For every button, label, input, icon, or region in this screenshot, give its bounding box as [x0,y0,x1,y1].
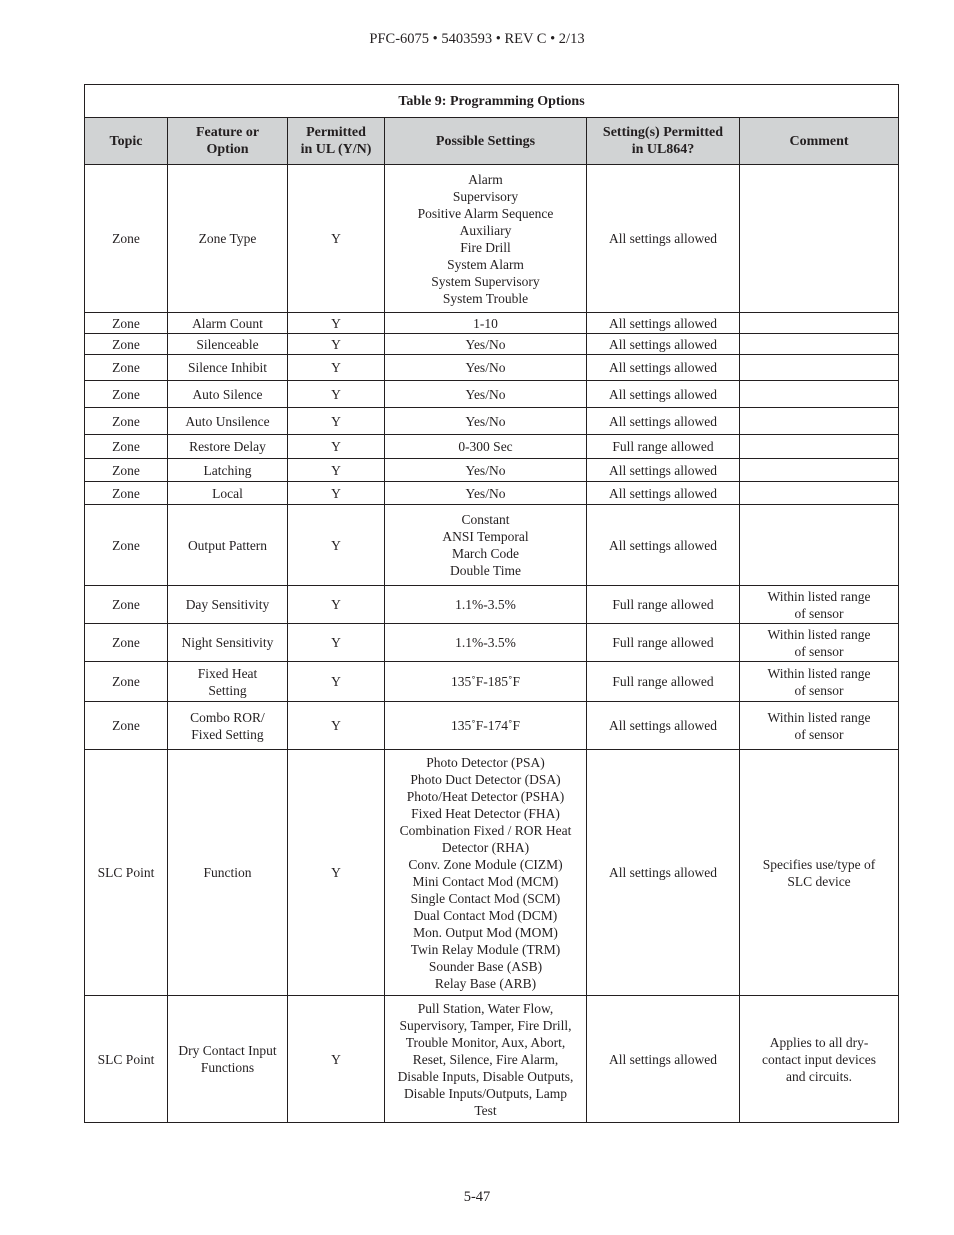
ul864-cell: All settings allowed [587,996,740,1123]
ul864-cell: All settings allowed [587,702,740,750]
settings-cell-line: Supervisory, Tamper, Fire Drill, [399,1017,572,1033]
settings-cell [385,334,587,355]
column-header-line: Possible Settings [435,133,536,149]
comment-cell [740,408,899,435]
page-number: 5-47 [463,1189,491,1205]
topic-cell: Zone [85,435,168,459]
topic-cell: Zone [85,165,168,313]
column-header-line: Option [206,142,249,157]
feature-cell-line: Combo ROR/ [190,709,265,725]
comment-cell-line: SLC device [787,873,851,889]
settings-cell-line: Photo Detector (PSA) [426,754,545,770]
comment-cell-line: Within listed range [767,626,871,642]
settings-cell-line: ANSI Temporal [442,529,529,544]
settings-cell-line: 1.1%-3.5% [455,635,516,650]
topic-cell: Zone [85,313,168,334]
settings-cell-line: Yes/No [465,462,506,478]
column-header-line: Topic [109,133,143,149]
feature-cell-line: Setting [208,682,247,698]
settings-cell-line: Mini Contact Mod (MCM) [412,873,559,889]
column-header-comment [740,118,899,165]
comment-cell [740,702,899,750]
ul864-cell: All settings allowed [587,165,740,313]
settings-cell-line: 135˚F-174˚F [450,718,520,733]
comment-cell-line: Within listed range [767,709,871,725]
settings-cell [385,381,587,408]
feature-cell [168,334,288,355]
feature-cell [168,505,288,586]
settings-cell-line: Yes/No [465,386,506,402]
feature-cell [168,381,288,408]
permitted-cell: Y [288,459,385,482]
ul864-cell: All settings allowed [587,482,740,505]
table-row [85,750,899,996]
topic-cell: SLC Point [85,750,168,996]
comment-cell [740,381,899,408]
table-row [85,408,899,435]
settings-cell-line: 1-10 [473,315,498,331]
settings-cell-line: 0-300 Sec [458,439,513,454]
settings-cell [385,505,587,586]
topic-cell: Zone [85,662,168,702]
table-row [85,165,899,313]
comment-cell [740,996,899,1123]
feature-cell-line: Auto Silence [192,386,263,402]
feature-cell-line: Local [212,485,243,501]
settings-cell-line: Photo/Heat Detector (PSHA) [406,788,565,804]
column-header-line: Setting(s) Permitted [602,125,724,140]
feature-cell [168,750,288,996]
permitted-cell: Y [288,482,385,505]
topic-cell: Zone [85,505,168,586]
settings-cell-line: Yes/No [465,413,506,429]
column-header-line: in UL (Y/N) [300,142,372,157]
topic-cell: Zone [85,459,168,482]
ul864-cell: All settings allowed [587,408,740,435]
comment-cell-line: of sensor [794,682,844,698]
comment-cell-line: of sensor [794,643,844,659]
feature-cell-line: Silence Inhibit [187,360,268,375]
comment-cell [740,624,899,662]
feature-cell-line: Fixed Setting [191,726,264,742]
settings-cell-line: Conv. Zone Module (CIZM) [408,856,563,872]
ul864-cell: Full range allowed [587,624,740,662]
feature-cell-line: Night Sensitivity [181,635,274,650]
ul864-cell: Full range allowed [587,435,740,459]
feature-cell-line: Day Sensitivity [185,597,270,612]
topic-cell: SLC Point [85,996,168,1123]
settings-cell-line: Photo Duct Detector (DSA) [410,771,561,787]
settings-cell-line: Supervisory [452,188,519,204]
feature-cell-line: Latching [203,462,252,478]
comment-cell [740,334,899,355]
comment-cell-line: contact input devices [762,1051,876,1067]
table-row [85,702,899,750]
comment-cell-line: Specifies use/type of [762,856,876,872]
settings-cell-line: Fire Drill [460,239,511,255]
feature-cell-line: Alarm Count [192,315,263,331]
permitted-cell: Y [288,750,385,996]
page-header: PFC-6075 • 5403593 • REV C • 2/13 [369,31,585,47]
column-header-line: Comment [789,133,849,149]
settings-cell-line: Yes/No [465,485,506,501]
feature-cell-line: Fixed Heat [197,665,258,681]
comment-cell-line: Applies to all dry- [769,1034,869,1050]
comment-cell-line: of sensor [794,605,844,621]
settings-cell-line: Relay Base (ARB) [434,975,537,991]
comment-cell-line: Within listed range [767,588,871,604]
table-header-row [85,118,899,165]
comment-cell [740,505,899,586]
permitted-cell: Y [288,702,385,750]
settings-cell-line: Disable Inputs/Outputs, Lamp [403,1085,568,1101]
ul864-cell: All settings allowed [587,750,740,996]
feature-cell [168,662,288,702]
column-header-ul864 [587,118,740,165]
comment-cell [740,313,899,334]
feature-cell [168,165,288,313]
settings-cell-line: Single Contact Mod (SCM) [410,890,561,906]
column-header-feature [168,118,288,165]
permitted-cell: Y [288,165,385,313]
settings-cell [385,662,587,702]
programming-options-table [84,84,899,1123]
settings-cell [385,408,587,435]
feature-cell [168,586,288,624]
settings-cell [385,165,587,313]
settings-cell-line: Twin Relay Module (TRM) [410,941,561,957]
comment-cell [740,165,899,313]
permitted-cell: Y [288,662,385,702]
settings-cell-line: Yes/No [465,336,506,352]
feature-cell-line: Dry Contact Input [178,1043,277,1058]
table-row [85,334,899,355]
settings-cell-line: Yes/No [465,360,506,375]
column-header-permitted [288,118,385,165]
table-row [85,459,899,482]
settings-cell-line: System Trouble [442,290,529,306]
comment-cell [740,459,899,482]
column-header-line: in UL864? [631,142,695,157]
column-header-line: Feature or [195,125,260,140]
permitted-cell: Y [288,435,385,459]
ul864-cell: All settings allowed [587,459,740,482]
table-row [85,662,899,702]
table-row [85,482,899,505]
permitted-cell: Y [288,586,385,624]
settings-cell-line: 135˚F-185˚F [450,674,520,689]
feature-cell [168,996,288,1123]
ul864-cell: All settings allowed [587,334,740,355]
feature-cell-line: Restore Delay [189,439,266,454]
table-row [85,586,899,624]
permitted-cell: Y [288,313,385,334]
feature-cell [168,355,288,381]
comment-cell-line: of sensor [794,726,844,742]
comment-cell-line: Within listed range [767,665,871,681]
table-row [85,505,899,586]
permitted-cell: Y [288,624,385,662]
table-row [85,313,899,334]
settings-cell [385,586,587,624]
settings-cell-line: Constant [461,512,510,527]
comment-cell [740,586,899,624]
settings-cell-line: 1.1%-3.5% [455,597,516,612]
settings-cell-line: Alarm [468,171,503,187]
settings-cell [385,355,587,381]
settings-cell [385,482,587,505]
topic-cell: Zone [85,482,168,505]
ul864-cell: Full range allowed [587,586,740,624]
feature-cell [168,313,288,334]
feature-cell [168,459,288,482]
settings-cell-line: Positive Alarm Sequence [417,205,554,221]
column-header-settings [385,118,587,165]
permitted-cell: Y [288,381,385,408]
settings-cell-line: Test [474,1102,497,1118]
settings-cell-line: Mon. Output Mod (MOM) [413,924,558,940]
feature-cell-line: Silenceable [196,336,259,352]
settings-cell-line: Disable Inputs, Disable Outputs, [397,1068,574,1084]
feature-cell [168,624,288,662]
settings-cell-line: System Alarm [447,256,524,272]
topic-cell: Zone [85,334,168,355]
settings-cell [385,435,587,459]
feature-cell-line: Function [203,865,252,880]
table-row [85,381,899,408]
settings-cell-line: Dual Contact Mod (DCM) [413,907,558,923]
settings-cell-line: Fixed Heat Detector (FHA) [411,805,560,821]
feature-cell-line: Zone Type [198,231,257,246]
column-header-topic [85,118,168,165]
comment-cell [740,355,899,381]
feature-cell-line: Auto Unsilence [185,413,270,429]
ul864-cell: All settings allowed [587,313,740,334]
feature-cell [168,482,288,505]
settings-cell-line: Sounder Base (ASB) [428,958,543,974]
settings-cell [385,624,587,662]
column-header-line: Permitted [306,125,366,140]
feature-cell-line: Functions [200,1060,255,1075]
settings-cell-line: System Supervisory [431,273,540,289]
comment-cell [740,482,899,505]
settings-cell [385,996,587,1123]
table-row [85,355,899,381]
feature-cell [168,435,288,459]
settings-cell-line: Double Time [450,563,521,578]
permitted-cell: Y [288,334,385,355]
table-caption: Table 9: Programming Options [85,85,899,118]
feature-cell [168,408,288,435]
topic-cell: Zone [85,586,168,624]
topic-cell: Zone [85,702,168,750]
permitted-cell: Y [288,996,385,1123]
ul864-cell: All settings allowed [587,505,740,586]
settings-cell-line: Auxiliary [459,222,512,238]
table-row [85,624,899,662]
feature-cell-line: Output Pattern [187,537,268,553]
table-row [85,996,899,1123]
settings-cell-line: Pull Station, Water Flow, [417,1000,554,1016]
comment-cell-line: and circuits. [786,1068,852,1084]
settings-cell-line: Reset, Silence, Fire Alarm, [412,1051,559,1067]
permitted-cell: Y [288,505,385,586]
table-body [85,165,899,1123]
topic-cell: Zone [85,355,168,381]
ul864-cell: Full range allowed [587,662,740,702]
feature-cell [168,702,288,750]
permitted-cell: Y [288,355,385,381]
topic-cell: Zone [85,624,168,662]
comment-cell [740,435,899,459]
settings-cell-line: March Code [451,546,520,561]
settings-cell-line: Detector (RHA) [441,839,530,855]
comment-cell [740,662,899,702]
permitted-cell: Y [288,408,385,435]
settings-cell [385,702,587,750]
settings-cell [385,313,587,334]
settings-cell [385,459,587,482]
settings-cell-line: Trouble Monitor, Aux, Abort, [405,1034,566,1050]
topic-cell: Zone [85,408,168,435]
comment-cell [740,750,899,996]
settings-cell [385,750,587,996]
ul864-cell: All settings allowed [587,381,740,408]
topic-cell: Zone [85,381,168,408]
ul864-cell: All settings allowed [587,355,740,381]
settings-cell-line: Combination Fixed / ROR Heat [399,822,572,838]
table-row [85,435,899,459]
